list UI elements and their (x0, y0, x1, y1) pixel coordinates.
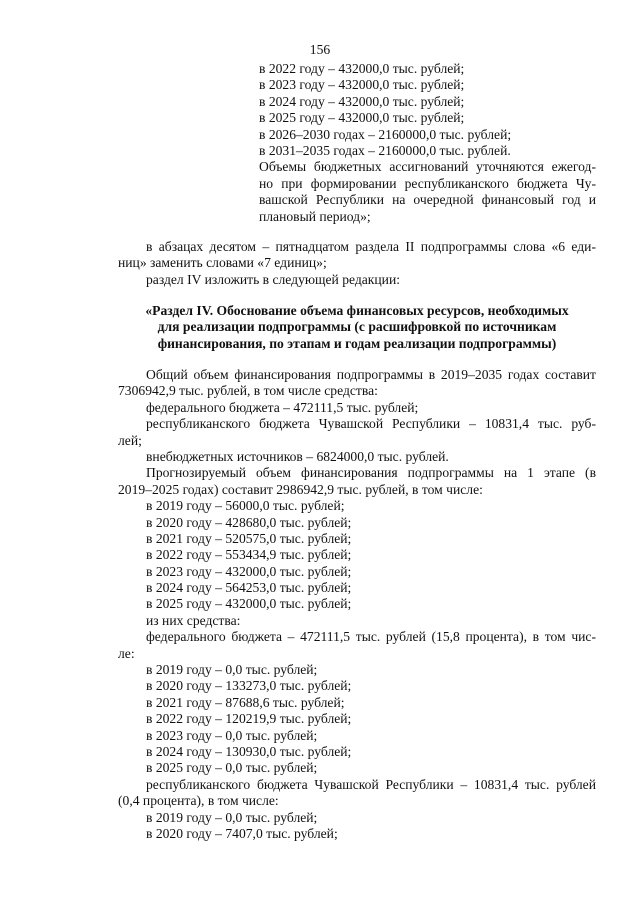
year-line: в 2023 году – 0,0 тыс. рублей; (146, 727, 318, 743)
year-line: в 2020 году – 7407,0 тыс. рублей; (146, 825, 338, 841)
body-line: федерального бюджета – 472111,5 тыс. рублей (15,8 процента), в том чис- (146, 629, 596, 645)
year-line: в 2023 году – 432000,0 тыс. рублей; (146, 563, 352, 579)
year-line: в 2020 году – 428680,0 тыс. рублей; (146, 514, 352, 530)
funding-continuation-block (259, 61, 596, 225)
body-line: (0,4 процента), в том числе: (118, 793, 279, 809)
body-line: внебюджетных источников – 6824000,0 тыс. рублей. (146, 448, 449, 464)
year-line: в 2025 году – 0,0 тыс. рублей; (146, 760, 318, 776)
amendment-line: раздел IV изложить в следующей редакции: (146, 271, 401, 287)
year-line: в 2021 году – 87688,6 тыс. рублей; (146, 694, 345, 710)
year-line: в 2019 году – 0,0 тыс. рублей; (146, 809, 318, 825)
year-line: в 2025 году – 432000,0 тыс. рублей; (146, 596, 352, 612)
note-line: вашской Республики на очередной финансовый год и (259, 192, 596, 208)
heading-line: для реализации подпрограммы (с расшифровкой по источникам (157, 319, 557, 335)
body-line: 7306942,9 тыс. рублей, в том числе средства: (118, 383, 378, 399)
year-line: в 2024 году – 130930,0 тыс. рублей; (146, 743, 352, 759)
body-line: ле: (118, 645, 135, 661)
year-line: в 2020 году – 133273,0 тыс. рублей; (146, 678, 352, 694)
note-line: плановый период»; (259, 208, 371, 224)
body-line: лей; (118, 432, 142, 448)
body-line: Прогнозируемый объем финансирования подпрограммы на 1 этапе (в (146, 465, 596, 481)
body-line: республиканского бюджета Чувашской Республики – 10831,4 тыс. рублей (146, 776, 596, 792)
note-line: Объемы бюджетных ассигнований уточняются ежегод- (259, 159, 596, 175)
funding-body (118, 367, 596, 842)
page-number: 156 (309, 42, 331, 57)
year-line: в 2026–2030 годах – 2160000,0 тыс. рублей; (259, 126, 512, 142)
amendment-line: ниц» заменить словами «7 единиц»; (118, 255, 327, 271)
year-line: в 2022 году – 120219,9 тыс. рублей; (146, 711, 352, 727)
year-line: в 2031–2035 годах – 2160000,0 тыс. рублей. (259, 142, 511, 158)
amendment-line: в абзацах десятом – пятнадцатом раздела II подпрограммы слова «6 еди- (146, 239, 596, 254)
note-line: но при формировании республиканского бюджета Чу- (259, 175, 596, 191)
year-line: в 2019 году – 0,0 тыс. рублей; (146, 662, 318, 678)
year-line: в 2023 году – 432000,0 тыс. рублей; (259, 77, 465, 93)
body-line: республиканского бюджета Чувашской Республики – 10831,4 тыс. руб- (146, 416, 596, 432)
body-line: из них средства: (146, 612, 241, 628)
year-line: в 2021 году – 520575,0 тыс. рублей; (146, 530, 352, 546)
year-line: в 2019 году – 56000,0 тыс. рублей; (146, 498, 345, 514)
year-line: в 2024 году – 564253,0 тыс. рублей; (146, 580, 352, 596)
body-line: федерального бюджета – 472111,5 тыс. рублей; (146, 399, 419, 415)
year-line: в 2022 году – 432000,0 тыс. рублей; (259, 61, 465, 76)
year-line: в 2022 году – 553434,9 тыс. рублей; (146, 547, 352, 563)
year-line: в 2025 году – 432000,0 тыс. рублей; (259, 110, 465, 126)
heading-line: финансирования, по этапам и годам реализации подпрограммы) (157, 335, 557, 351)
body-line: 2019–2025 годах) составит 2986942,9 тыс. рублей, в том числе: (118, 481, 483, 497)
amendment-paragraph (118, 239, 596, 288)
year-line: в 2024 году – 432000,0 тыс. рублей; (259, 93, 465, 109)
body-line: Общий объем финансирования подпрограммы в 2019–2035 годах составит (146, 367, 596, 382)
section-heading (118, 303, 596, 352)
heading-line: «Раздел IV. Обоснование объема финансовых ресурсов, необходимых (145, 303, 569, 318)
